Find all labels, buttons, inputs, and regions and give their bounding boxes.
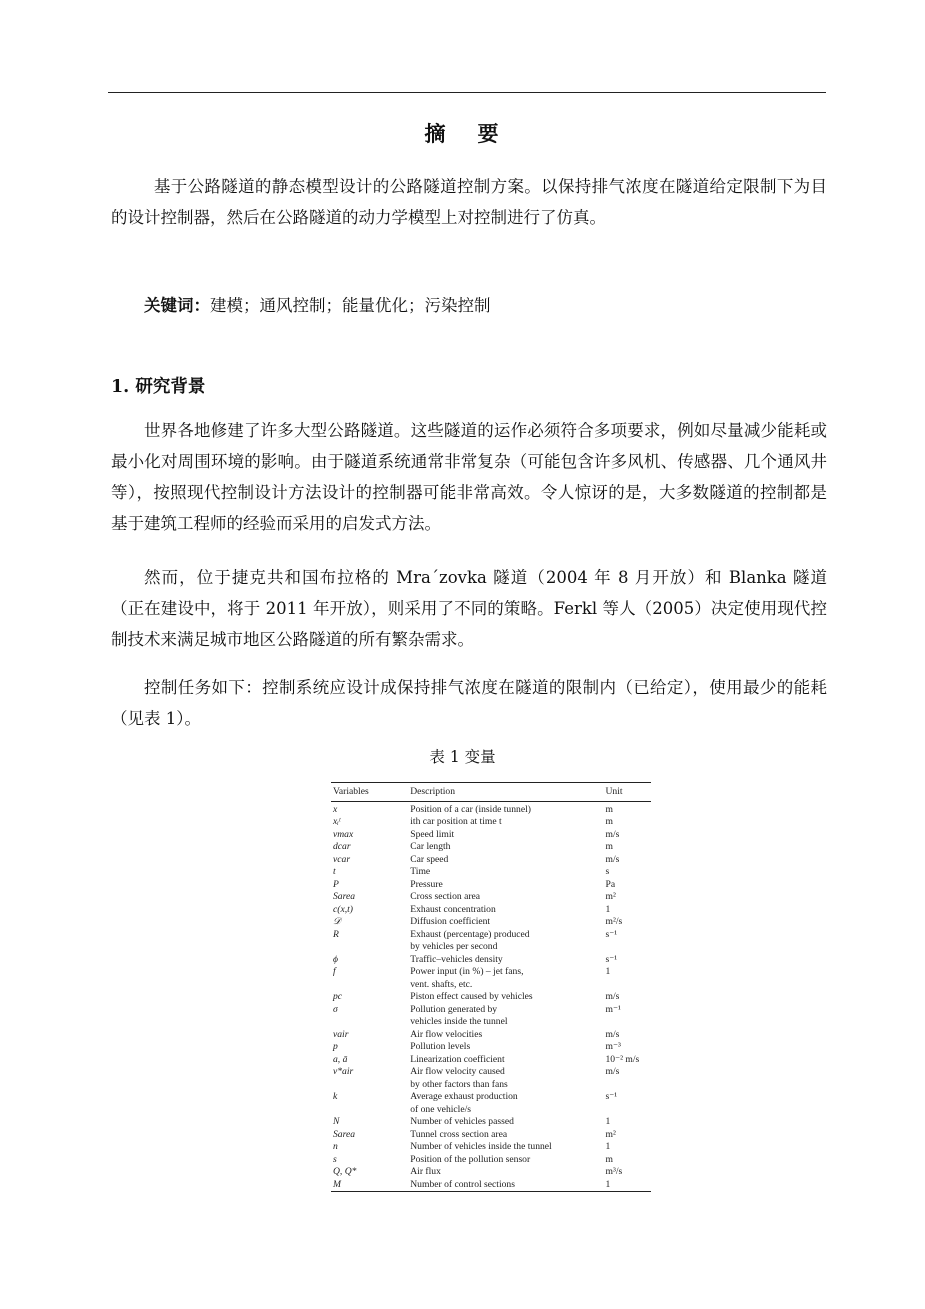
unit-cell: s (605, 866, 610, 877)
description-cell: Position of the pollution sensor (410, 1153, 531, 1165)
description-cell: Linearization coefficient (410, 1053, 505, 1065)
variables-table (331, 782, 651, 1192)
variable-cell: p (333, 1041, 338, 1052)
variable-cell: vair (333, 1028, 349, 1040)
table-row (331, 954, 651, 967)
unit-cell: m/s (605, 1066, 620, 1077)
description-cell: Air flow velocities (410, 1028, 483, 1040)
unit-cell: 1 (605, 903, 611, 915)
unit-cell: m³/s (605, 1166, 623, 1177)
abstract-title: 摘 要 (424, 121, 501, 146)
table-row (331, 916, 651, 929)
unit-cell: 1 (605, 966, 611, 977)
variable-cell: x (333, 803, 338, 815)
variable-cell: n (333, 1141, 338, 1152)
table-row (331, 829, 651, 842)
unit-cell: m⁻¹ (605, 1003, 621, 1015)
description-cell: Position of a car (inside tunnel) (410, 803, 531, 815)
table-row (331, 904, 651, 917)
table-row (331, 1179, 651, 1192)
unit-cell: m⁻³ (605, 1041, 621, 1052)
description-cell: Tunnel cross section area (410, 1128, 508, 1140)
variable-cell: σ (333, 1003, 338, 1015)
description-cell: Time (410, 866, 431, 877)
description-cell: ith car position at time t (410, 816, 502, 827)
variable-cell: f (333, 966, 336, 977)
table-row (331, 854, 651, 867)
variable-cell: pc (333, 991, 343, 1002)
variable-cell: v*air (333, 1066, 354, 1077)
unit-cell: s⁻¹ (605, 1091, 618, 1102)
variable-cell: s (333, 1153, 337, 1165)
paragraph-2: 然而，位于捷克共和国布拉格的 Mra´zovka 隧道（2004 年 8 月开放）和 Blanka 隧道（正在建设中，将于 2011 年开放），则采用了不同的策略。Ferkl 等人（2005）决定使用现代控制技术来满足城市地区公路隧道的所有繁杂需求。 (111, 568, 827, 649)
unit-cell: 1 (605, 1141, 611, 1152)
table-row (331, 991, 651, 1004)
abstract-body: 基于公路隧道的静态模型设计的公路隧道控制方案。以保持排气浓度在隧道给定限制下为目的设计控制器，然后在公路隧道的动力学模型上对控制进行了仿真。 (111, 177, 827, 227)
description-cell: Air flow velocity caused by other factors than fans (410, 1066, 508, 1090)
table-row (331, 1004, 651, 1029)
unit-cell: 1 (605, 1116, 611, 1127)
description-cell: Piston effect caused by vehicles (410, 991, 533, 1002)
description-cell: Speed limit (410, 828, 455, 840)
description-cell: Diffusion coefficient (410, 916, 491, 927)
unit-cell: m (605, 1153, 613, 1165)
variable-cell: c(x,t) (333, 903, 353, 915)
table-row (331, 1129, 651, 1142)
description-cell: Power input (in %) – jet fans, vent. shafts, etc. (410, 966, 524, 990)
table-row (331, 816, 651, 829)
table-row (331, 801, 651, 816)
table-row (331, 1029, 651, 1042)
unit-cell: m/s (605, 853, 620, 865)
description-cell: Car speed (410, 853, 449, 865)
variable-cell: ϕ (333, 953, 338, 965)
table-row (331, 1141, 651, 1154)
unit-cell: m (605, 841, 613, 852)
keywords (144, 292, 491, 320)
variable-cell: a, ā (333, 1053, 348, 1065)
unit-cell: m (605, 816, 613, 827)
variable-cell: N (333, 1116, 340, 1127)
description-cell: Traffic–vehicles density (410, 953, 503, 965)
header-description: Description (408, 783, 603, 802)
table-row (331, 1066, 651, 1091)
table-row (331, 1041, 651, 1054)
description-cell: Number of control sections (408, 1179, 603, 1192)
header-unit: Unit (604, 783, 652, 802)
variable-cell: vcar (333, 853, 351, 865)
unit-cell: m² (605, 1128, 616, 1140)
description-cell: Pressure (410, 878, 443, 890)
unit-cell: m (605, 803, 613, 815)
description-cell: Exhaust concentration (410, 903, 496, 915)
unit-cell: m/s (605, 1028, 620, 1040)
table-row (331, 1166, 651, 1179)
unit-cell: Pa (605, 878, 616, 890)
unit-cell: s⁻¹ (605, 953, 618, 965)
description-cell: Average exhaust production of one vehicle/s (410, 1091, 518, 1115)
table-row (331, 1154, 651, 1167)
header-rule (108, 92, 826, 93)
variables-table-container (331, 782, 651, 1192)
header-variables: Variables (331, 783, 408, 802)
unit-cell: m/s (605, 991, 620, 1002)
unit-cell: m²/s (605, 916, 623, 927)
keywords-label: 关键词： (144, 296, 210, 315)
description-cell: Pollution generated by vehicles inside the tunnel (410, 1003, 508, 1027)
variable-cell: dcar (333, 841, 351, 852)
table-row (331, 1116, 651, 1129)
description-cell: Air flux (410, 1166, 441, 1177)
unit-cell: m² (605, 891, 616, 902)
table-header-row (331, 783, 651, 802)
unit-cell: m/s (605, 828, 620, 840)
variable-cell: 𝒟 (333, 916, 341, 927)
variable-cell: Sarea (333, 1128, 356, 1140)
variable-cell: k (333, 1091, 338, 1102)
keywords-value: 建模；通风控制；能量优化；污染控制 (210, 296, 491, 315)
table-row (331, 866, 651, 879)
section-heading: 1. 研究背景 (111, 377, 206, 397)
paragraph-1: 世界各地修建了许多大型公路隧道。这些隧道的运作必须符合多项要求，例如尽量减少能耗或最小化对周围环境的影响。由于隧道系统通常非常复杂（可能包含许多风机、传感器、几个通风井等），按照现代控制设计方法设计的控制器可能非常高效。令人惊讶的是，大多数隧道的控制都是基于建筑工程师的经验而采用的启发式方法。 (111, 421, 827, 533)
table-row (331, 891, 651, 904)
variable-cell: vmax (333, 828, 354, 840)
table-row (331, 966, 651, 991)
table-row (331, 929, 651, 954)
variable-cell: t (333, 866, 336, 877)
variable-cell: Q, Q* (333, 1166, 357, 1177)
description-cell: Pollution levels (410, 1041, 471, 1052)
paragraph-3: 控制任务如下：控制系统应设计成保持排气浓度在隧道的限制内（已给定），使用最少的能耗（见表 1）。 (111, 678, 827, 728)
description-cell: Number of vehicles inside the tunnel (410, 1141, 552, 1152)
variable-cell: P (333, 878, 339, 890)
unit-cell: s⁻¹ (605, 928, 618, 940)
table-row (331, 879, 651, 892)
unit-cell: 1 (604, 1179, 652, 1192)
variable-cell: R (333, 928, 339, 940)
variable-cell: M (331, 1179, 408, 1192)
unit-cell: 10⁻² m/s (605, 1053, 640, 1065)
table-row (331, 1054, 651, 1067)
variable-cell: Sarea (333, 891, 356, 902)
description-cell: Exhaust (percentage) produced by vehicles per second (410, 928, 530, 952)
table-caption: 表 1 变量 (429, 748, 496, 766)
description-cell: Cross section area (410, 891, 481, 902)
table-row (331, 1091, 651, 1116)
description-cell: Car length (410, 841, 451, 852)
description-cell: Number of vehicles passed (410, 1116, 514, 1127)
variable-cell: xᵢᵗ (333, 816, 341, 827)
table-body (331, 801, 651, 1192)
table-row (331, 841, 651, 854)
